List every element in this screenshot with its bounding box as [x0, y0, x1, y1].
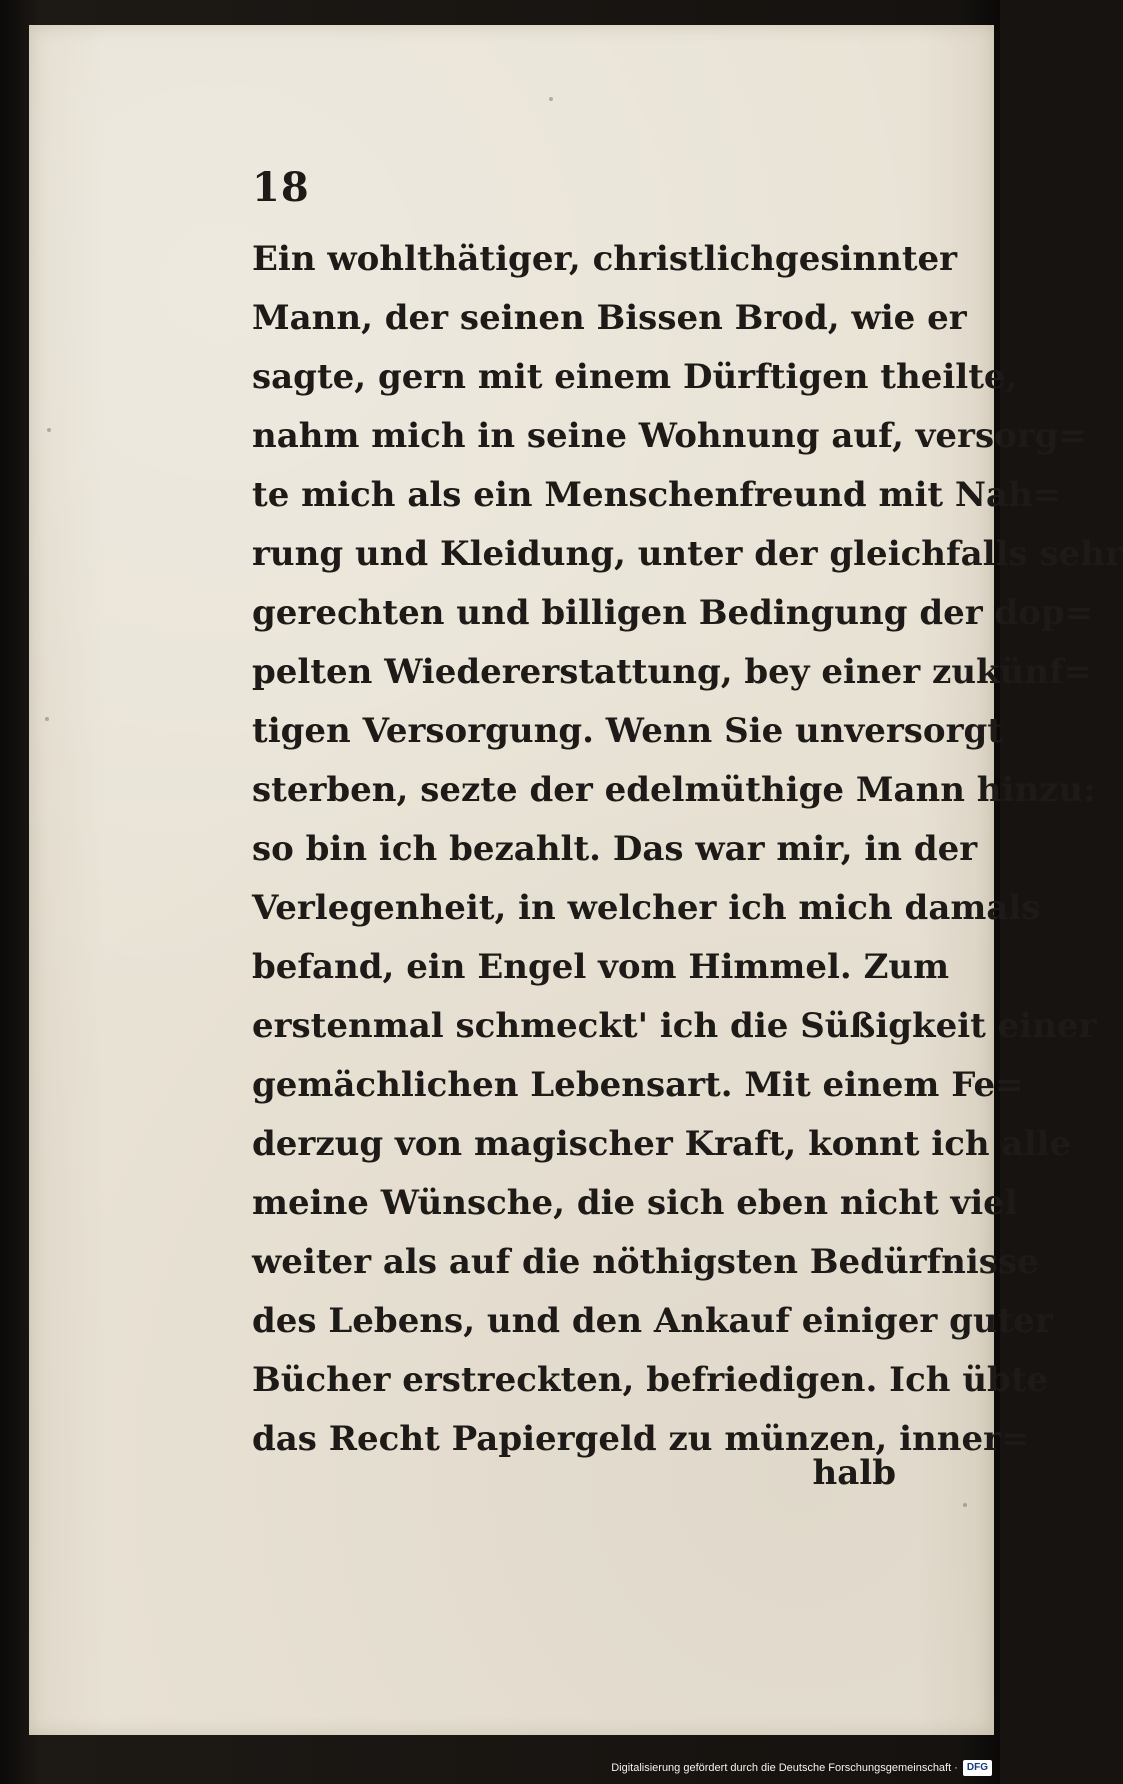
text-line: Ein wohlthätiger, christlichgesinnter	[252, 239, 958, 279]
paper-speck	[963, 1503, 967, 1507]
text-line: so bin ich bezahlt. Das war mir, in der	[252, 829, 978, 869]
text-line: gemächlichen Lebensart. Mit einem Fe=	[252, 1065, 1024, 1105]
text-line: erstenmal schmeckt' ich die Süßigkeit einer	[252, 1006, 1097, 1046]
paper-speck	[45, 717, 49, 721]
text-line: Verlegenheit, in welcher ich mich damals	[252, 888, 1041, 928]
text-line: Bücher erstreckten, befriedigen. Ich übte	[252, 1360, 1049, 1400]
text-line: te mich als ein Menschenfreund mit Nah=	[252, 475, 1062, 515]
catchword: halb	[812, 1453, 896, 1493]
dfg-logo: DFG	[963, 1760, 992, 1776]
text-line: nahm mich in seine Wohnung auf, versorg=	[252, 416, 1087, 456]
text-line: des Lebens, und den Ankauf einiger guter	[252, 1301, 1053, 1341]
text-line: derzug von magischer Kraft, konnt ich alle	[252, 1124, 1071, 1164]
digitization-credit	[611, 1758, 992, 1778]
page-text	[252, 230, 1123, 1469]
page-number: 18	[252, 164, 310, 211]
text-line: das Recht Papiergeld zu münzen, inner=	[252, 1419, 1030, 1459]
text-line: sterben, sezte der edelmüthige Mann hinzu:	[252, 770, 1096, 810]
text-line: weiter als auf die nöthigsten Bedürfnisse	[252, 1242, 1039, 1282]
text-line: tigen Versorgung. Wenn Sie unversorgt	[252, 711, 1003, 751]
paper-speck	[549, 97, 553, 101]
text-line: gerechten und billigen Bedingung der dop=	[252, 593, 1094, 633]
text-line: pelten Wiedererstattung, bey einer zukünf=	[252, 652, 1093, 692]
text-line: Mann, der seinen Bissen Brod, wie er	[252, 298, 967, 338]
paper-speck	[47, 428, 51, 432]
text-line: sagte, gern mit einem Dürftigen theilte,	[252, 357, 1018, 397]
credit-text: Digitalisierung gefördert durch die Deutsche Forschungsgemeinschaft ·	[611, 1762, 958, 1774]
text-line: meine Wünsche, die sich eben nicht viel	[252, 1183, 1018, 1223]
text-line: befand, ein Engel vom Himmel. Zum	[252, 947, 950, 987]
text-line: rung und Kleidung, unter der gleichfalls sehr	[252, 534, 1123, 574]
